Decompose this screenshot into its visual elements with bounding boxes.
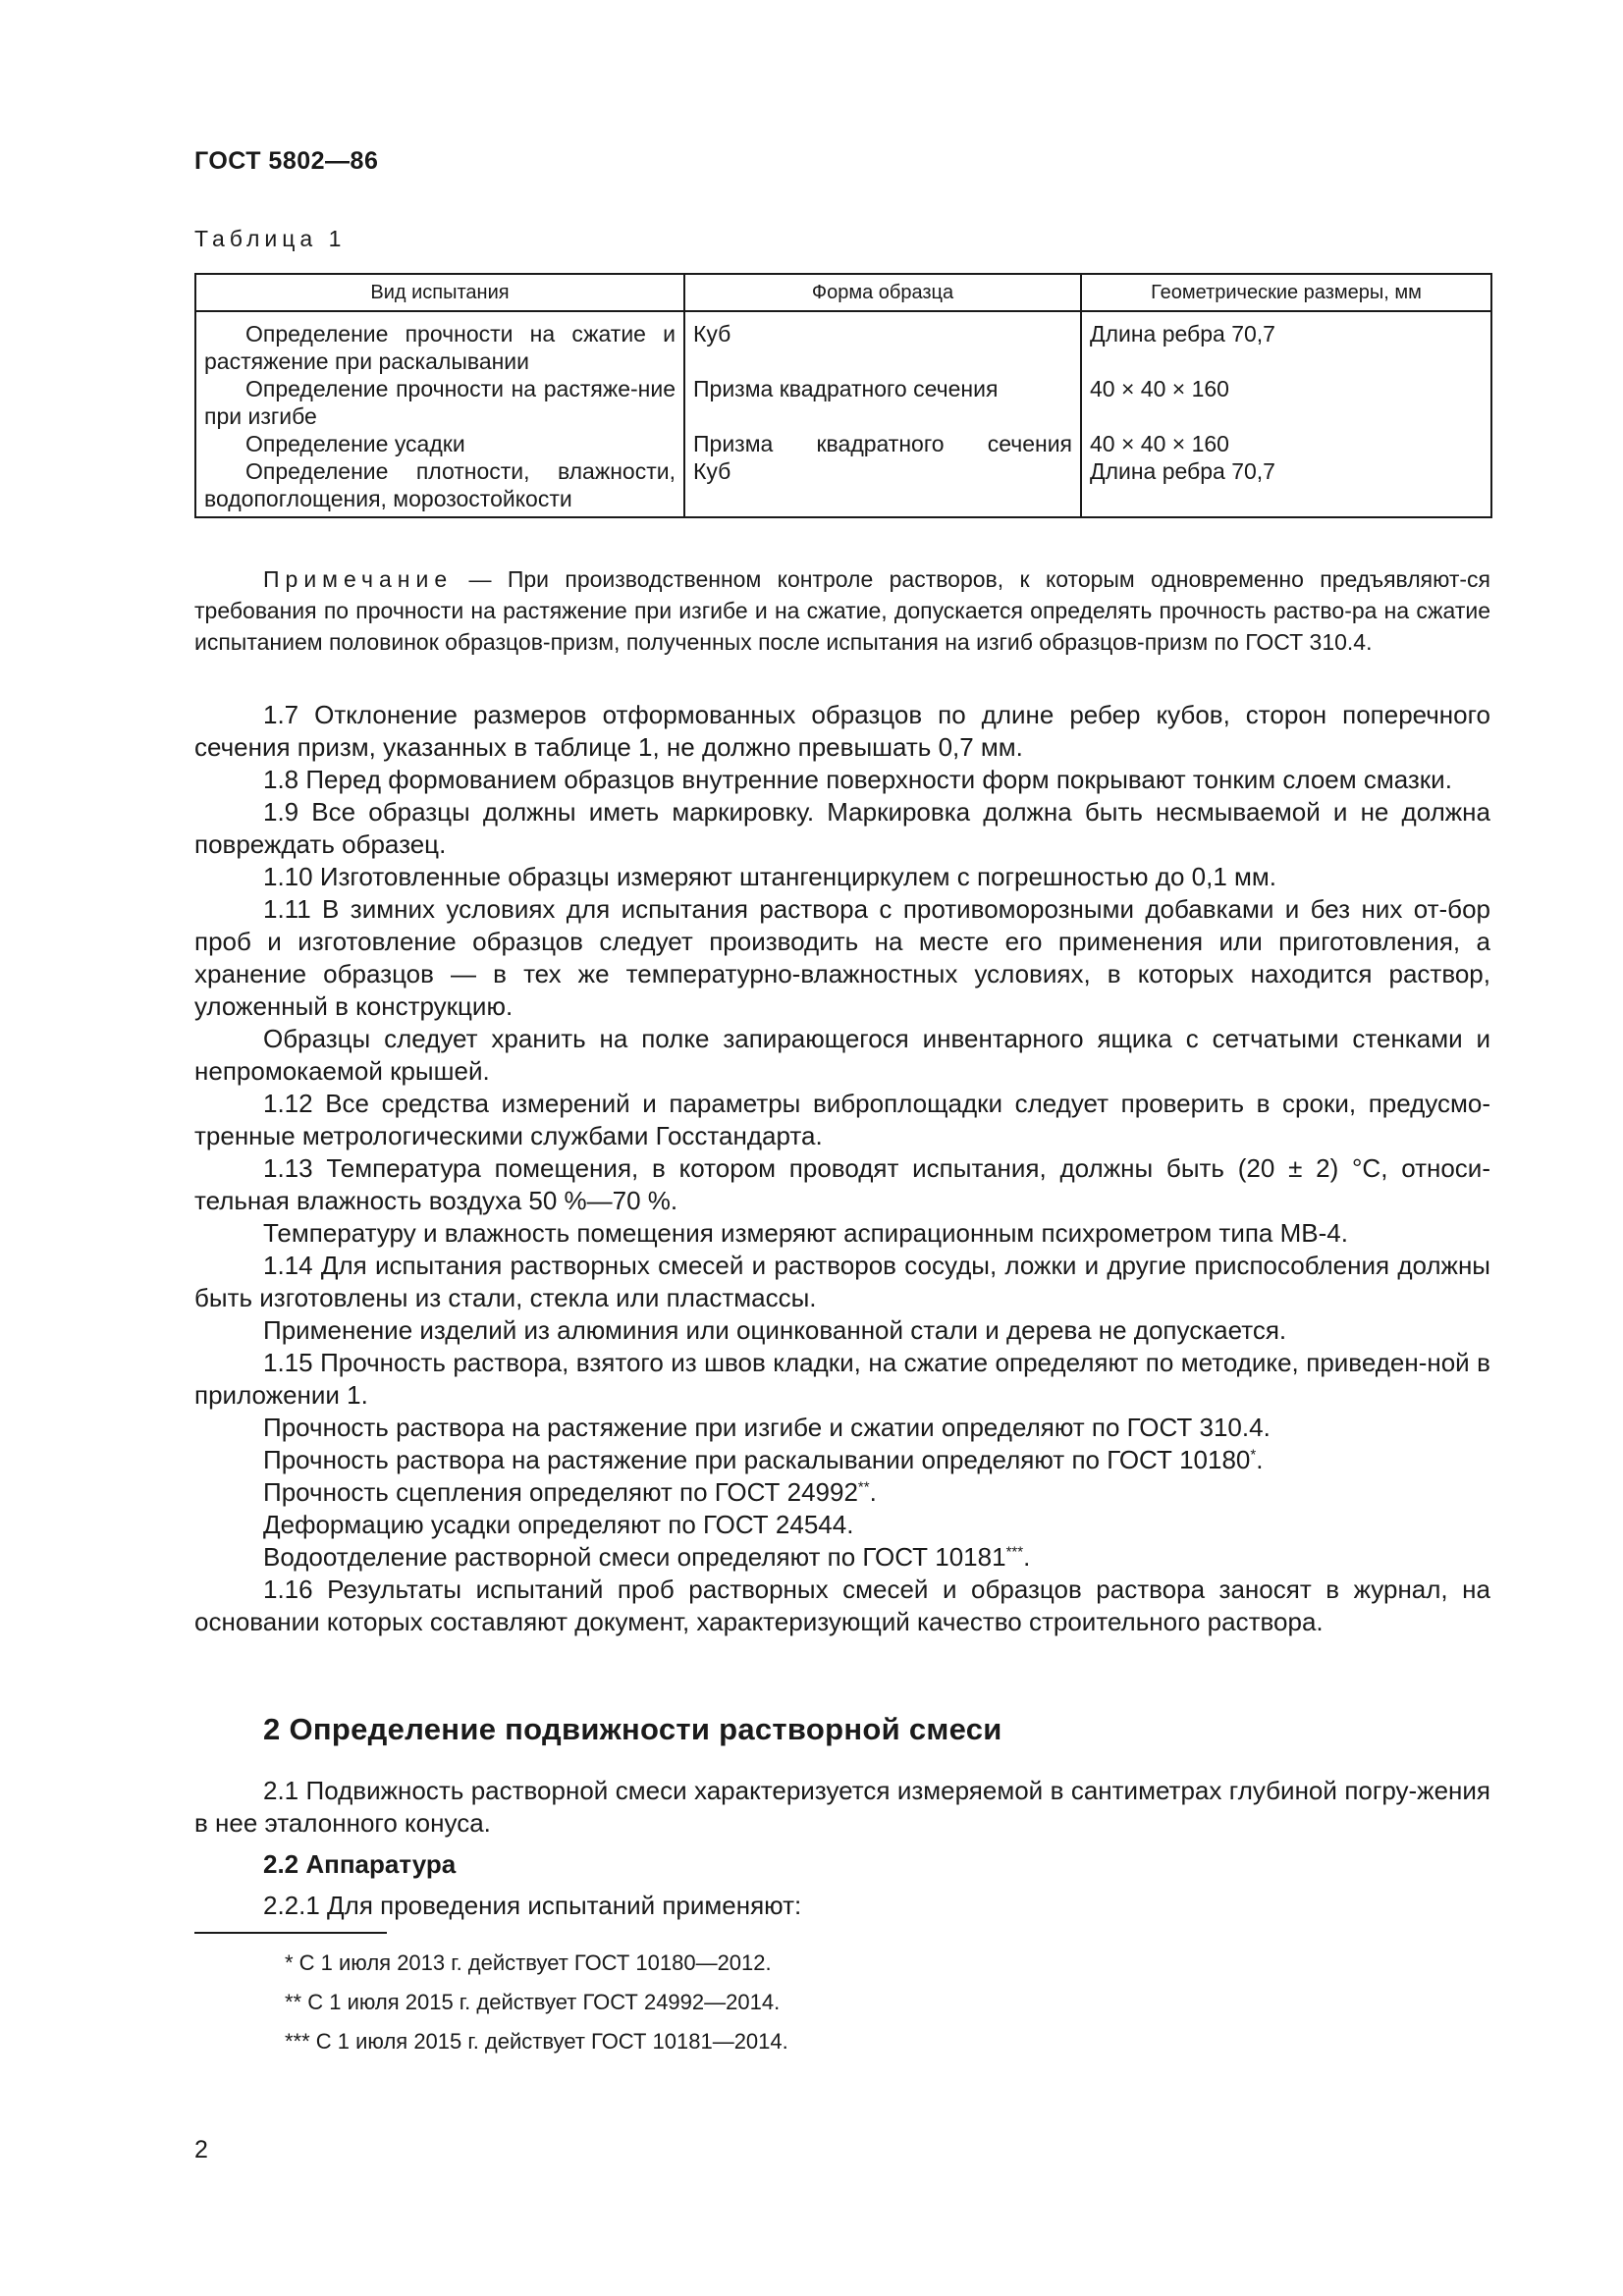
cell-shape: Призма квадратного сечения xyxy=(684,375,1081,430)
subsection-2-2-title: 2.2 Аппаратура xyxy=(263,1849,457,1879)
cell-shape: Куб xyxy=(684,457,1081,517)
note-label: Примечание xyxy=(263,566,454,592)
footnote-3: *** С 1 июля 2015 г. действует ГОСТ 10181—2014. xyxy=(285,2029,788,2054)
paragraph-1-10: 1.10 Изготовленные образцы измеряют штангенциркулем с погрешностью до 0,1 мм. xyxy=(263,862,1276,891)
table-header-row xyxy=(195,274,1491,311)
cell-test: Определение усадки xyxy=(195,430,684,457)
footnote-mark: * xyxy=(1250,1446,1257,1464)
table-caption: Таблица 1 xyxy=(194,226,347,251)
paragraph-ref-adhesion xyxy=(194,1476,1490,1509)
ref-end: . xyxy=(1023,1542,1031,1572)
paragraph-1-13: 1.13 Температура помещения, в котором проводят испытания, должны быть (20 ± 2) °С, относи-тельная влажность воздуха 50 %—70 %. xyxy=(194,1153,1490,1215)
paragraph-1-15: 1.15 Прочность раствора, взятого из швов кладки, на сжатие определяют по методике, приведен-ной в приложении 1. xyxy=(194,1348,1490,1410)
cell-size: 40 × 40 × 160 xyxy=(1081,375,1491,430)
paragraph-1-15-bending: Прочность раствора на растяжение при изгибе и сжатии определяют по ГОСТ 310.4. xyxy=(263,1413,1271,1442)
paragraph-1-9: 1.9 Все образцы должны иметь маркировку. Маркировка должна быть несмываемой и не должна повреждать образец. xyxy=(194,797,1490,859)
ref-end: . xyxy=(869,1477,877,1507)
paragraph-2-1: 2.1 Подвижность растворной смеси характеризуется измеряемой в сантиметрах глубиной погру-жения в нее эталонного конуса. xyxy=(194,1776,1490,1838)
footnote-mark: *** xyxy=(1005,1543,1024,1561)
footnote-1: * С 1 июля 2013 г. действует ГОСТ 10180—2012. xyxy=(285,1950,772,1975)
paragraph-1-12: 1.12 Все средства измерений и параметры виброплощадки следует проверить в сроки, предусмо-тренные метрологическими службами Госстандарта. xyxy=(194,1089,1490,1150)
footnote-separator xyxy=(194,1932,387,1934)
footnote-mark: ** xyxy=(857,1478,870,1496)
paragraph-2-2-1: 2.2.1 Для проведения испытаний применяют: xyxy=(263,1891,802,1920)
body-text xyxy=(194,699,1490,1638)
footnotes xyxy=(285,1944,788,2061)
section-2-body xyxy=(194,1775,1490,1922)
section-2-title: 2 Определение подвижности растворной смеси xyxy=(263,1712,1002,1746)
page-number: 2 xyxy=(194,2136,208,2163)
note-text: — При производственном контроле растворов, к которым одновременно предъявляют-ся требования по прочности на растяжение при изгибе и на сжатие, допускается определять прочность раство-ра на сжатие испытанием половинок образцов-призм, полученных после испытания на изгиб образцов-призм по ГОСТ 310.4. xyxy=(194,566,1490,655)
ref-text: Прочность сцепления определяют по ГОСТ 24992 xyxy=(263,1477,858,1507)
cell-size: 40 × 40 × 160 xyxy=(1081,430,1491,457)
paragraph-1-14-restriction: Применение изделий из алюминия или оцинкованной стали и дерева не допускается. xyxy=(263,1315,1287,1345)
table-note xyxy=(194,563,1490,658)
cell-size: Длина ребра 70,7 xyxy=(1081,311,1491,375)
table-row xyxy=(195,457,1491,517)
cell-test: Определение прочности на растяже-ние при изгибе xyxy=(195,375,684,430)
paragraph-1-11-storage: Образцы следует хранить на полке запирающегося инвентарного ящика с сетчатыми стенками и непромокаемой крышей. xyxy=(194,1024,1490,1086)
table-row xyxy=(195,430,1491,457)
cell-size: Длина ребра 70,7 xyxy=(1081,457,1491,517)
col-header-size: Геометрические размеры, мм xyxy=(1081,274,1491,311)
table-row xyxy=(195,375,1491,430)
col-header-shape: Форма образца xyxy=(684,274,1081,311)
paragraph-1-11: 1.11 В зимних условиях для испытания раствора с противоморозными добавками и без них от-бор проб и изготовление образцов следует производить на месте его применения или приготовления, а хранение образцов — в тех же температурно-влажностных условиях, в которых находится раствор, уложенный в конструкцию. xyxy=(194,894,1490,1021)
paragraph-1-8: 1.8 Перед формованием образцов внутренние поверхности форм покрывают тонким слоем смазки. xyxy=(263,765,1452,794)
paragraph-1-14: 1.14 Для испытания растворных смесей и растворов сосуды, ложки и другие приспособления должны быть изготовлены из стали, стекла или пластмассы. xyxy=(194,1251,1490,1312)
paragraph-ref-shrinkage: Деформацию усадки определяют по ГОСТ 24544. xyxy=(263,1510,854,1539)
cell-shape: Куб xyxy=(684,311,1081,375)
footnote-2: ** С 1 июля 2015 г. действует ГОСТ 24992—2014. xyxy=(285,1990,781,2014)
paragraph-1-7: 1.7 Отклонение размеров отформованных образцов по длине ребер кубов, сторон поперечного сечения призм, указанных в таблице 1, не должно превышать 0,7 мм. xyxy=(194,700,1490,762)
ref-text: Прочность раствора на растяжение при раскалывании определяют по ГОСТ 10180 xyxy=(263,1445,1251,1474)
table-1 xyxy=(194,273,1492,518)
ref-text: Водоотделение растворной смеси определяют по ГОСТ 10181 xyxy=(263,1542,1006,1572)
paragraph-1-16: 1.16 Результаты испытаний проб растворных смесей и образцов раствора заносят в журнал, на основании которых составляют документ, характеризующий качество строительного раствора. xyxy=(194,1575,1490,1636)
cell-test: Определение плотности, влажности, водопоглощения, морозостойкости xyxy=(195,457,684,517)
paragraph-ref-splitting xyxy=(194,1444,1490,1476)
cell-shape: Призма квадратного сечения xyxy=(684,430,1081,457)
document-header: ГОСТ 5802—86 xyxy=(194,147,379,175)
cell-test: Определение прочности на сжатие и растяжение при раскалывании xyxy=(195,311,684,375)
col-header-test: Вид испытания xyxy=(195,274,684,311)
table-row xyxy=(195,311,1491,375)
ref-end: . xyxy=(1256,1445,1264,1474)
paragraph-ref-water xyxy=(194,1541,1490,1574)
paragraph-1-13-measure: Температуру и влажность помещения измеряют аспирационным психрометром типа МВ-4. xyxy=(263,1218,1348,1248)
